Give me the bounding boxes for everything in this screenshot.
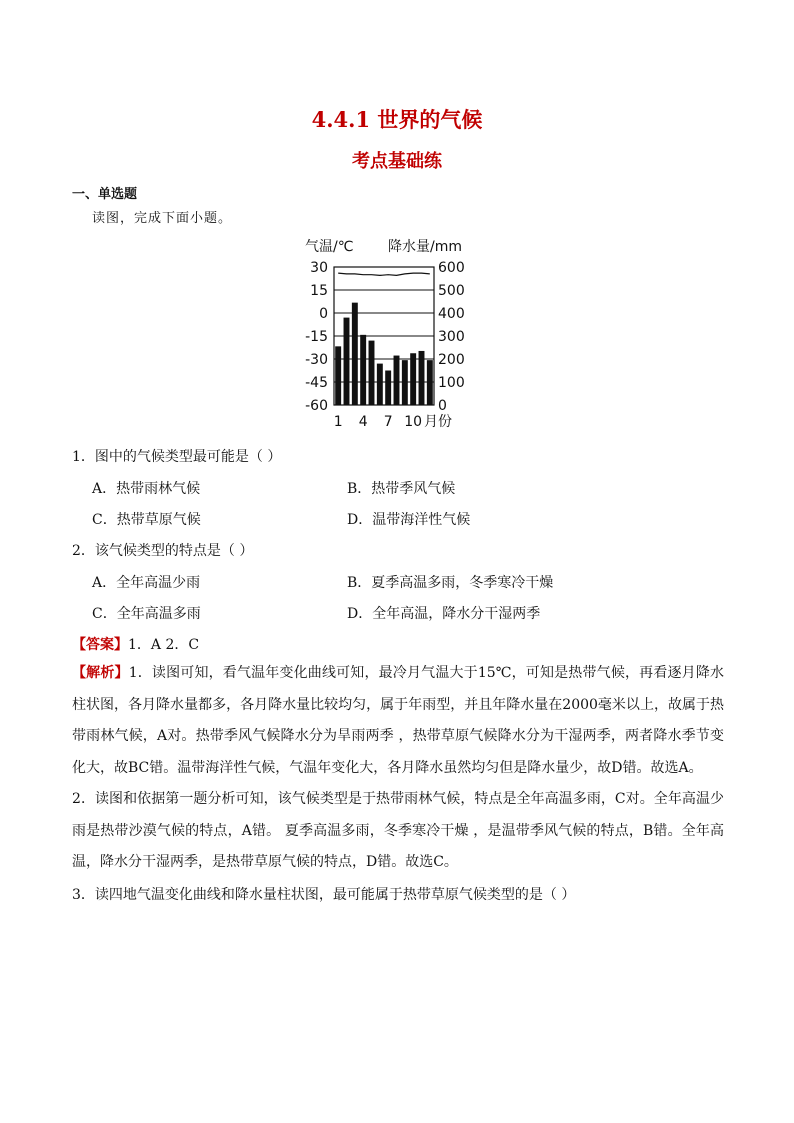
left-tick-label: 0 xyxy=(319,306,328,322)
precipitation-bar xyxy=(369,341,375,405)
precipitation-bar xyxy=(394,356,400,405)
answer-tag: 【答案】 xyxy=(72,637,128,653)
right-tick-label: 0 xyxy=(438,398,447,414)
answer-text: 1．A 2．C xyxy=(128,637,200,653)
q2-option-d[interactable]: D．全年高温，降水分干湿两季 xyxy=(347,606,541,622)
precipitation-bar xyxy=(335,346,341,405)
x-tick-label: 10 xyxy=(404,414,423,430)
x-tick-label: 7 xyxy=(383,414,393,430)
x-axis-ticks xyxy=(334,414,422,430)
precipitation-bar xyxy=(352,303,358,405)
left-tick-label: -15 xyxy=(305,329,328,345)
analysis-text-2: 2．读图和依据第一题分析可知，该气候类型是于热带雨林气候，特点是全年高温多雨，C对。全年高温少雨是热带沙漠气候的特点，A错。 夏季高温多雨，冬季寒冷干燥 ，是温带季风气候的特点，B错。全年高温，降水分干湿两季，是热带草原气候的特点，D错。故选C。 xyxy=(72,791,724,870)
question-1-stem: 1．图中的气候类型最可能是（ ） xyxy=(72,449,282,465)
q1-option-a[interactable]: A．热带雨林气候 xyxy=(92,481,201,497)
q1-option-b[interactable]: B．热带季风气候 xyxy=(347,481,456,497)
q2-option-b[interactable]: B．夏季高温多雨，冬季寒冷干燥 xyxy=(347,575,554,591)
precipitation-bar xyxy=(344,318,350,405)
precipitation-bar xyxy=(410,353,416,405)
precipitation-bars xyxy=(335,303,433,405)
right-tick-label: 200 xyxy=(438,352,465,368)
right-tick-label: 400 xyxy=(438,306,465,322)
left-axis-ticks xyxy=(305,260,328,414)
precipitation-bar xyxy=(402,360,408,405)
left-tick-label: -60 xyxy=(305,398,328,414)
analysis-tag: 【解析】 xyxy=(72,665,129,681)
left-axis-label: 气温/℃ xyxy=(305,239,354,255)
left-tick-label: -30 xyxy=(305,352,328,368)
analysis-paragraph-2 xyxy=(72,784,724,879)
right-tick-label: 600 xyxy=(438,260,465,276)
left-tick-label: -45 xyxy=(305,375,328,391)
question-3-stem: 3．读四地气温变化曲线和降水量柱状图，最可能属于热带草原气候类型的是（ ） xyxy=(72,887,576,903)
x-axis-unit: 月份 xyxy=(424,414,452,430)
precipitation-bar xyxy=(360,335,366,405)
q1-option-d[interactable]: D．温带海洋性气候 xyxy=(347,512,471,528)
precipitation-bar xyxy=(385,371,391,406)
analysis-text-1: 1．读图可知，看气温年变化曲线可知，最冷月气温大于15℃，可知是热带气候，再看逐月降水柱状图，各月降水量都多，各月降水量比较均匀，属于年雨型，并且年降水量在2000毫米以上，故属于热带雨林气候，A对。热带季风气候降水分为旱雨两季 ，热带草原气候降水分为干湿两季，两者降水季节变化大，故BC错。温带海洋性气候，气温年变化大，各月降水虽然均匀但是降水量少，故D错。故选A。 xyxy=(72,665,725,776)
precipitation-bar xyxy=(377,364,383,405)
climate-chart xyxy=(300,233,480,433)
analysis-paragraph-1 xyxy=(72,658,724,784)
x-tick-label: 4 xyxy=(358,414,368,430)
precipitation-bar xyxy=(427,360,433,405)
q1-option-c[interactable]: C．热带草原气候 xyxy=(92,512,201,528)
question-2-stem: 2．该气候类型的特点是（ ） xyxy=(72,543,254,559)
precipitation-bar xyxy=(419,351,425,405)
q2-option-c[interactable]: C．全年高温多雨 xyxy=(92,606,201,622)
right-tick-label: 300 xyxy=(438,329,465,345)
intro-text: 读图，完成下面小题。 xyxy=(92,211,233,226)
page-subtitle: 考点基础练 xyxy=(352,151,442,172)
right-axis-ticks xyxy=(438,260,465,414)
right-axis-label: 降水量/mm xyxy=(388,239,462,255)
left-tick-label: 30 xyxy=(310,260,328,276)
right-tick-label: 100 xyxy=(438,375,465,391)
section-heading: 一、单选题 xyxy=(72,187,138,202)
x-tick-label: 1 xyxy=(333,414,343,430)
q2-option-a[interactable]: A．全年高温少雨 xyxy=(92,575,201,591)
left-tick-label: 15 xyxy=(310,283,328,299)
page-title: 4.4.1 世界的气候 xyxy=(311,107,483,132)
right-tick-label: 500 xyxy=(438,283,465,299)
temperature-line xyxy=(338,273,430,275)
answer-line xyxy=(72,634,199,654)
